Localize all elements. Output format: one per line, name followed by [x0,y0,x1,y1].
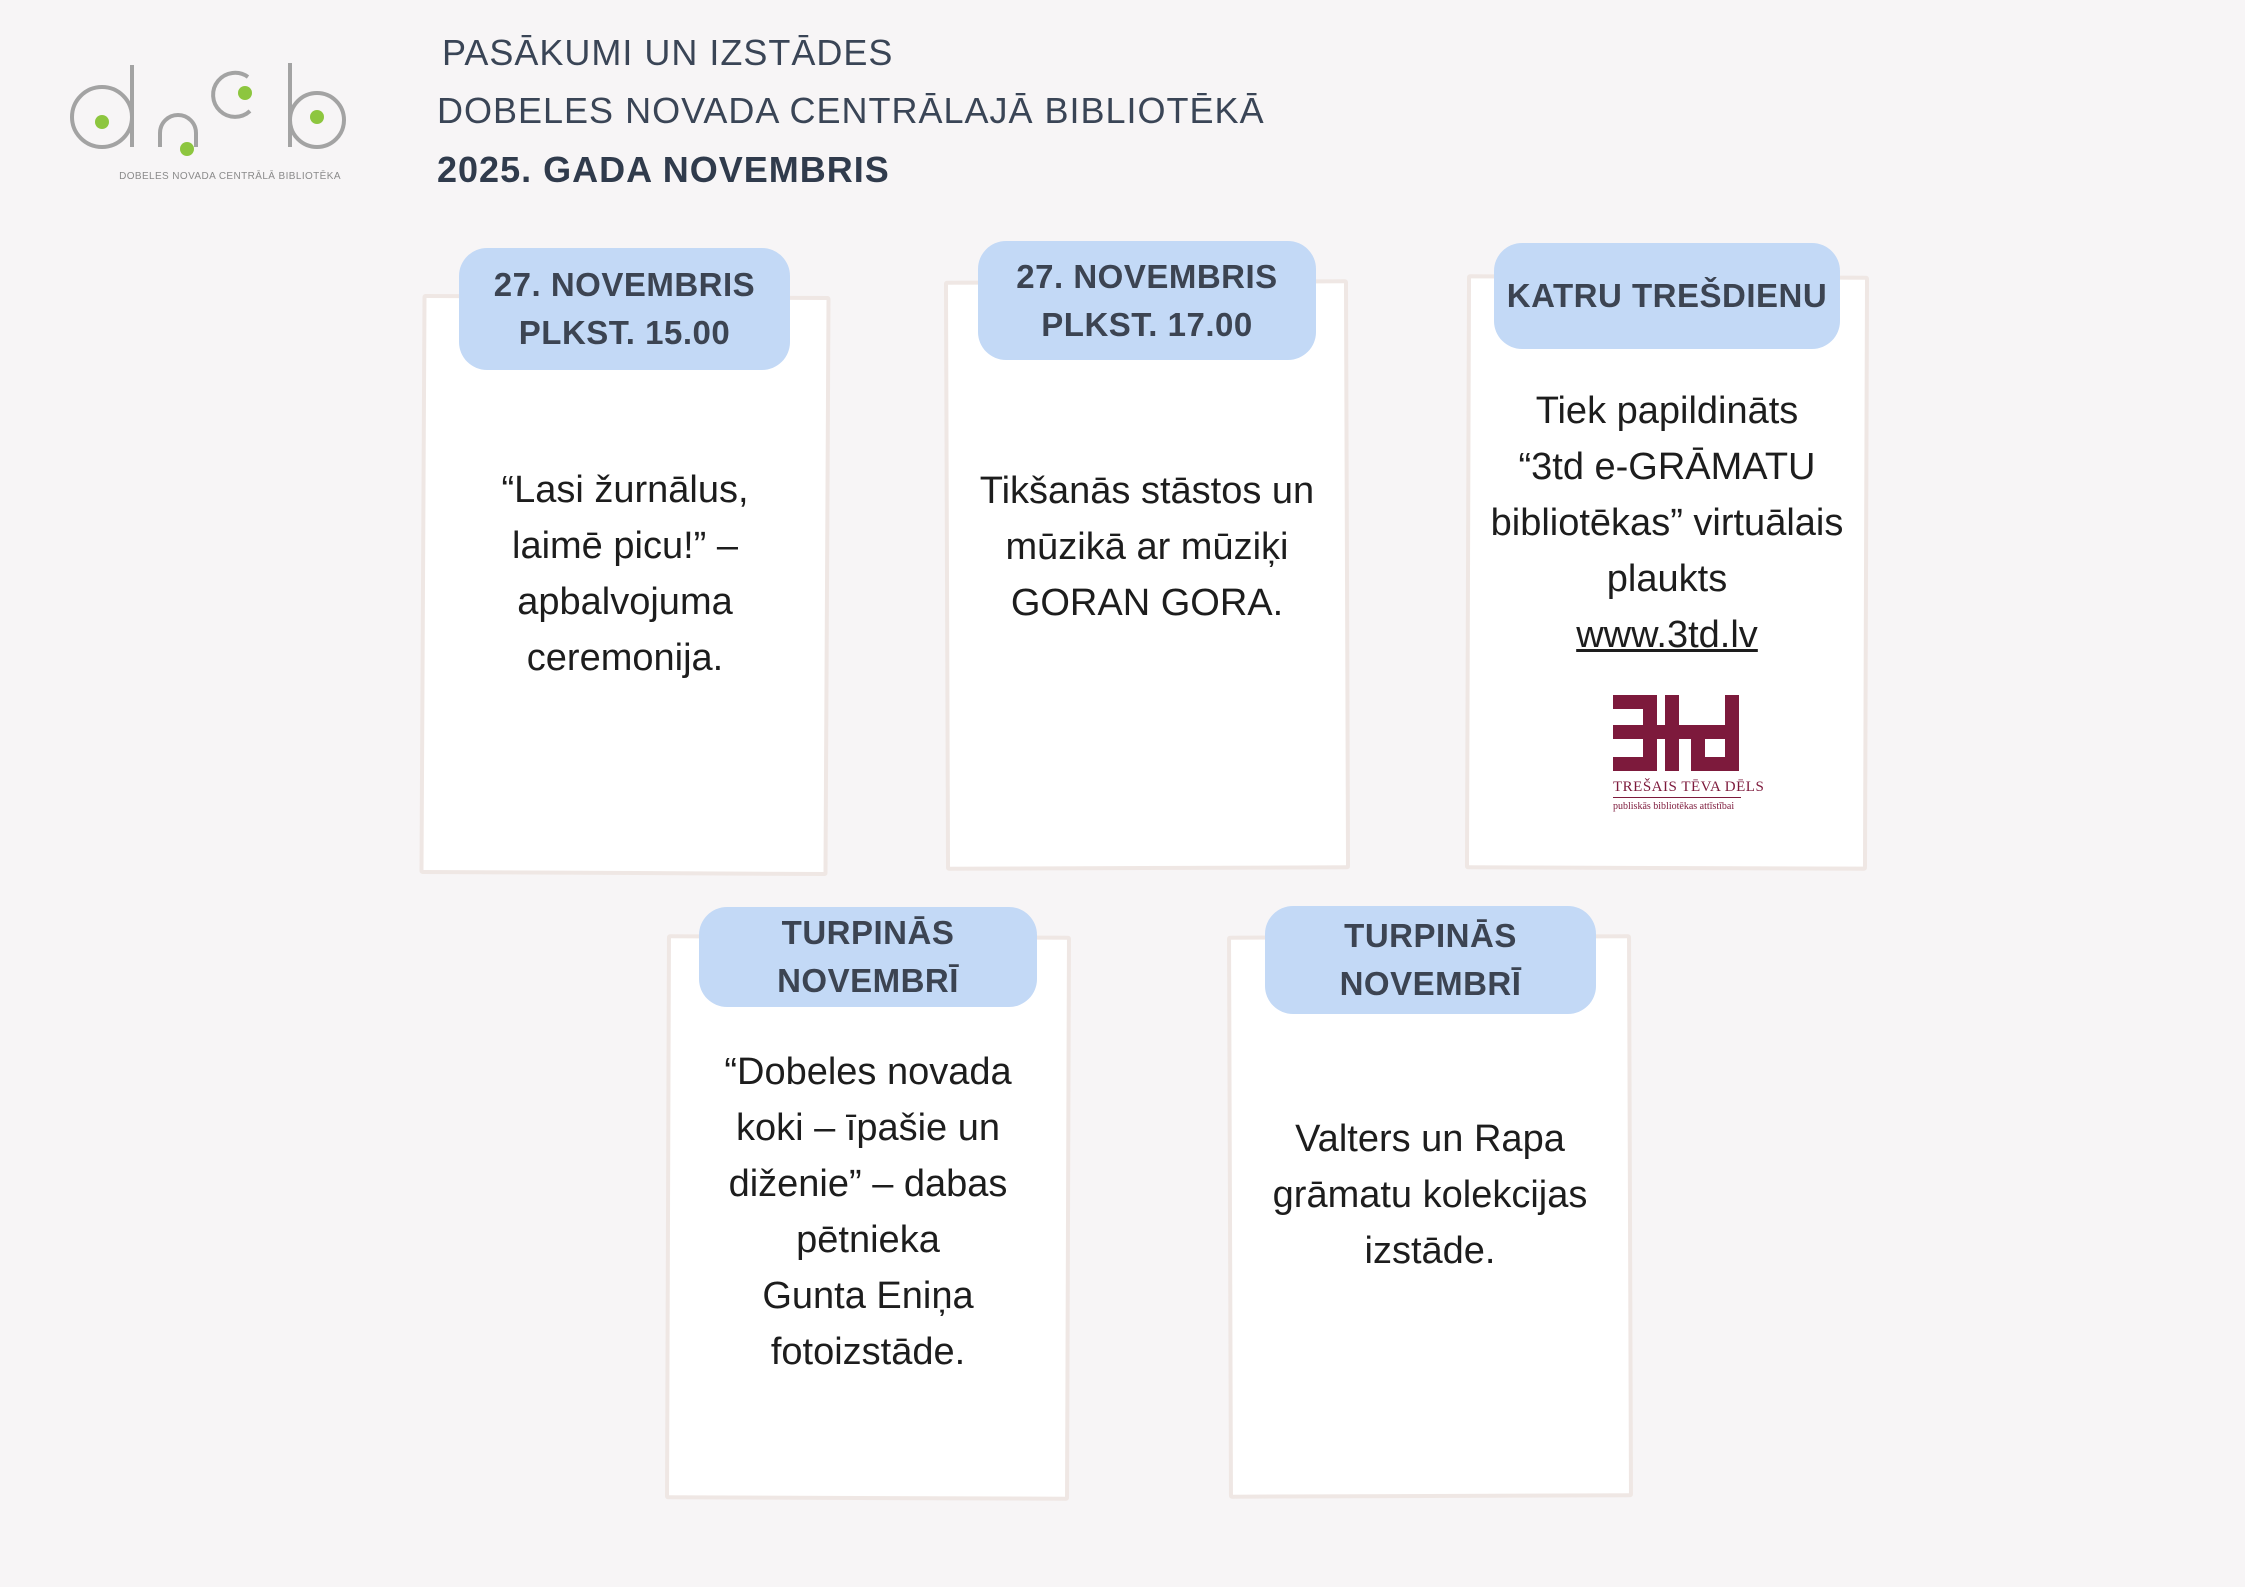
page-title-date: 2025. GADA NOVEMBRIS [437,149,890,190]
3td-logo-subtitle: publiskās bibliotēkas attīstībai [1613,801,1735,812]
event-card-4-period-line-1: TURPINĀS [781,914,955,951]
event-card-5-date-badge [1265,906,1596,1014]
text-line: laimē picu!” – [512,525,738,567]
event-card-3-date-badge [1494,243,1840,349]
event-card-5-period-line-1: TURPINĀS [1344,917,1517,954]
3td-logo-divider [1613,797,1741,798]
text-line: “Lasi žurnālus, [501,469,749,511]
3td-website-link[interactable]: www.3td.lv [1576,614,1758,656]
text-line: koki – īpašie un [735,1107,1001,1149]
event-card-4-period-line-2: NOVEMBRĪ [777,962,959,999]
text-line: apbalvojuma [517,581,733,623]
text-line: grāmatu kolekcijas [1272,1174,1588,1216]
text-line: GORAN GORA. [1010,582,1284,624]
event-card-2-date: 27. NOVEMBRIS [1016,257,1278,295]
text-line: “3td e-GRĀMATU [1518,446,1816,488]
3td-logo-icon [1613,695,1743,773]
text-line: diženie” – dabas [728,1163,1008,1205]
text-line: “Dobeles novada [724,1051,1012,1093]
text-line: izstāde. [1364,1230,1496,1272]
text-line: mūzikā ar mūziķi [1005,526,1289,568]
text-line: pētnieka [796,1219,940,1261]
text-line: plaukts [1606,558,1728,600]
text-line: Valters un Rapa [1295,1118,1565,1160]
event-card-3-schedule: KATRU TREŠDIENU [1506,277,1828,314]
text-line: bibliotēkas” virtuālais [1490,502,1844,544]
event-card-2-date-badge [978,241,1316,360]
text-line: ceremonija. [526,637,724,679]
library-logo [60,55,360,195]
event-card-3-description [1476,383,1858,663]
page-title-line-1: PASĀKUMI UN IZSTĀDES [442,32,894,73]
event-card-2-time: PLKST. 17.00 [1041,305,1253,343]
event-card-5-period-line-2: NOVEMBRĪ [1339,965,1522,1002]
text-line: fotoizstāde. [770,1331,966,1373]
event-card-5-description [1238,1111,1622,1279]
event-card-1-time: PLKST. 15.00 [518,314,731,351]
3td-logo-title: TREŠAIS TĒVA DĒLS [1613,779,1765,795]
text-line: Tikšanās stāstos un [979,470,1315,512]
event-card-4-description [676,1044,1060,1380]
event-card-2-description [955,463,1339,631]
text-line: Gunta Eniņa [762,1275,974,1317]
event-card-1-description [431,462,819,686]
event-card-4-date-badge [699,907,1037,1007]
event-card-1-date-badge [459,248,790,370]
text-line: Tiek papildināts [1535,390,1799,432]
event-card-1-date: 27. NOVEMBRIS [493,266,756,303]
logo-caption: DOBELES NOVADA CENTRĀLĀ BIBLIOTĒKA [119,171,341,182]
page-title-line-2: DOBELES NOVADA CENTRĀLAJĀ BIBLIOTĒKĀ [437,90,1265,131]
dncb-logo-icon [60,55,360,165]
